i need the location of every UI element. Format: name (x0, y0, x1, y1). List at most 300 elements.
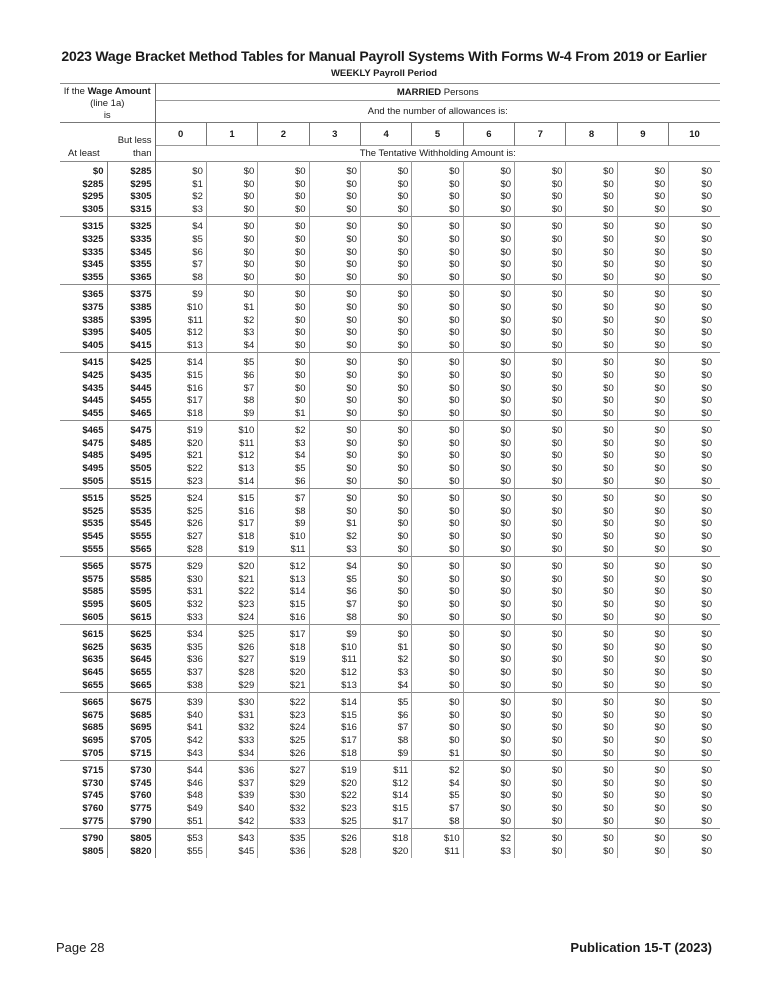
withholding-amount: $7 (309, 599, 360, 612)
withholding-amount: $2 (206, 315, 257, 328)
withholding-amount: $0 (463, 272, 514, 285)
wage-at-least: $525 (60, 506, 107, 519)
wage-at-least: $535 (60, 518, 107, 531)
withholding-amount: $0 (515, 353, 566, 370)
wage-but-less-than: $615 (107, 612, 155, 625)
wage-but-less-than: $685 (107, 710, 155, 723)
withholding-amount: $0 (463, 383, 514, 396)
wage-at-least: $425 (60, 370, 107, 383)
withholding-amount: $0 (515, 217, 566, 234)
withholding-amount: $32 (155, 599, 206, 612)
withholding-amount: $0 (701, 395, 712, 407)
withholding-amount: $40 (155, 710, 206, 723)
withholding-amount: $0 (206, 162, 257, 179)
withholding-amount: $0 (617, 531, 668, 544)
wage-at-least: $485 (60, 450, 107, 463)
table-row (60, 476, 720, 489)
wage-but-less-than: $775 (107, 803, 155, 816)
withholding-amount: $0 (701, 543, 712, 555)
withholding-amount: $43 (206, 829, 257, 846)
withholding-amount: $22 (258, 693, 309, 710)
withholding-amount: $0 (309, 476, 360, 489)
wage-but-less-than: $745 (107, 778, 155, 791)
withholding-amount: $0 (412, 204, 463, 217)
withholding-amount: $53 (155, 829, 206, 846)
withholding-amount: $0 (258, 315, 309, 328)
withholding-amount: $0 (463, 259, 514, 272)
withholding-amount: $0 (309, 489, 360, 506)
wage-at-least: $335 (60, 247, 107, 260)
withholding-amount: $0 (463, 247, 514, 260)
table-row (60, 642, 720, 655)
withholding-amount: $10 (258, 531, 309, 544)
withholding-amount: $0 (701, 845, 712, 857)
withholding-amount: $0 (617, 450, 668, 463)
withholding-amount: $0 (617, 370, 668, 383)
table-row (60, 217, 720, 234)
withholding-amount: $0 (701, 611, 712, 623)
table-row (60, 846, 720, 859)
withholding-amount: $0 (463, 816, 514, 829)
withholding-amount: $0 (360, 353, 411, 370)
withholding-amount: $0 (412, 327, 463, 340)
table-row (60, 586, 720, 599)
wage-at-least: $495 (60, 463, 107, 476)
withholding-amount: $8 (258, 506, 309, 519)
withholding-amount: $6 (258, 476, 309, 489)
withholding-amount: $0 (617, 463, 668, 476)
withholding-amount: $0 (412, 625, 463, 642)
withholding-amount: $0 (566, 693, 617, 710)
withholding-amount: $0 (515, 450, 566, 463)
withholding-amount: $0 (206, 179, 257, 192)
withholding-amount: $36 (206, 761, 257, 778)
withholding-amount: $0 (463, 557, 514, 574)
wage-but-less-than: $505 (107, 463, 155, 476)
withholding-amount: $17 (155, 395, 206, 408)
wage-at-least: $515 (60, 489, 107, 506)
wage-but-less-than: $435 (107, 370, 155, 383)
table-row (60, 463, 720, 476)
withholding-amount: $0 (701, 777, 712, 789)
withholding-amount: $19 (155, 421, 206, 438)
withholding-amount: $43 (155, 748, 206, 761)
withholding-amount: $0 (617, 710, 668, 723)
withholding-amount: $9 (309, 625, 360, 642)
withholding-amount: $17 (258, 625, 309, 642)
withholding-amount: $0 (515, 531, 566, 544)
withholding-amount: $0 (515, 557, 566, 574)
withholding-amount: $23 (309, 803, 360, 816)
withholding-amount: $0 (309, 395, 360, 408)
withholding-amount: $3 (309, 544, 360, 557)
withholding-amount: $0 (566, 544, 617, 557)
withholding-amount: $7 (258, 489, 309, 506)
withholding-amount: $0 (258, 353, 309, 370)
wage-but-less-than: $665 (107, 680, 155, 693)
publication-label: Publication 15-T (2023) (570, 940, 712, 955)
withholding-amount: $0 (701, 531, 712, 543)
but-less-than-label: than (107, 146, 155, 162)
withholding-amount: $10 (309, 642, 360, 655)
allowance-col-header: 2 (258, 123, 309, 146)
withholding-amount: $10 (412, 829, 463, 846)
wage-but-less-than: $790 (107, 816, 155, 829)
withholding-amount: $19 (206, 544, 257, 557)
withholding-amount: $0 (515, 846, 566, 859)
table-row (60, 395, 720, 408)
wage-but-less-than: $515 (107, 476, 155, 489)
wage-at-least: $645 (60, 667, 107, 680)
withholding-amount: $0 (669, 625, 720, 642)
withholding-amount: $0 (258, 340, 309, 353)
withholding-amount: $2 (258, 421, 309, 438)
wage-at-least: $565 (60, 557, 107, 574)
wage-but-less-than: $760 (107, 790, 155, 803)
wage-at-least: $455 (60, 408, 107, 421)
table-row (60, 408, 720, 421)
withholding-amount: $0 (360, 438, 411, 451)
withholding-amount: $0 (617, 654, 668, 667)
table-row (60, 612, 720, 625)
withholding-amount: $33 (155, 612, 206, 625)
withholding-amount: $35 (155, 642, 206, 655)
table-row (60, 557, 720, 574)
withholding-amount: $5 (155, 234, 206, 247)
wage-at-least: $760 (60, 803, 107, 816)
withholding-amount: $27 (258, 761, 309, 778)
withholding-amount: $0 (412, 247, 463, 260)
withholding-amount: $0 (360, 625, 411, 642)
withholding-amount: $0 (701, 233, 712, 245)
table-row (60, 625, 720, 642)
withholding-amount: $0 (360, 162, 411, 179)
withholding-amount: $0 (515, 803, 566, 816)
withholding-amount: $20 (360, 846, 411, 859)
withholding-amount: $18 (206, 531, 257, 544)
withholding-amount: $1 (206, 302, 257, 315)
withholding-amount: $0 (360, 315, 411, 328)
withholding-amount: $23 (155, 476, 206, 489)
withholding-amount: $0 (412, 722, 463, 735)
withholding-amount: $41 (155, 722, 206, 735)
withholding-amount: $0 (463, 421, 514, 438)
withholding-amount: $0 (412, 599, 463, 612)
withholding-amount: $0 (412, 408, 463, 421)
withholding-amount: $0 (701, 191, 712, 203)
table-row (60, 693, 720, 710)
withholding-amount: $0 (617, 408, 668, 421)
withholding-amount: $15 (360, 803, 411, 816)
withholding-amount: $29 (206, 680, 257, 693)
withholding-amount: $0 (360, 302, 411, 315)
withholding-amount: $0 (412, 353, 463, 370)
withholding-amount: $0 (701, 382, 712, 394)
withholding-amount: $0 (412, 693, 463, 710)
allowance-col-header: 7 (515, 123, 566, 146)
withholding-amount: $7 (360, 722, 411, 735)
withholding-amount: $26 (155, 518, 206, 531)
withholding-amount: $0 (701, 722, 712, 734)
withholding-amount: $0 (515, 340, 566, 353)
wage-at-least: $355 (60, 272, 107, 285)
withholding-amount: $0 (309, 179, 360, 192)
withholding-amount: $0 (360, 450, 411, 463)
wage-at-least: $605 (60, 612, 107, 625)
wage-at-least: $685 (60, 722, 107, 735)
withholding-amount: $5 (360, 693, 411, 710)
withholding-amount: $19 (258, 654, 309, 667)
withholding-amount: $0 (617, 735, 668, 748)
wage-at-least: $0 (60, 162, 107, 179)
table-row (60, 654, 720, 667)
withholding-amount: $0 (617, 259, 668, 272)
withholding-amount: $7 (412, 803, 463, 816)
withholding-amount: $0 (515, 327, 566, 340)
withholding-amount: $0 (309, 353, 360, 370)
withholding-amount: $8 (155, 272, 206, 285)
wage-at-least: $705 (60, 748, 107, 761)
withholding-amount: $0 (412, 710, 463, 723)
withholding-amount: $0 (566, 383, 617, 396)
withholding-amount: $0 (617, 285, 668, 302)
withholding-amount: $0 (515, 667, 566, 680)
withholding-amount: $1 (309, 518, 360, 531)
withholding-amount: $0 (617, 340, 668, 353)
allowances-header: And the number of allowances is: (367, 106, 508, 118)
withholding-amount: $0 (258, 204, 309, 217)
withholding-amount: $0 (309, 421, 360, 438)
withholding-amount: $0 (669, 353, 720, 370)
withholding-amount: $0 (566, 816, 617, 829)
withholding-amount: $4 (206, 340, 257, 353)
withholding-amount: $26 (206, 642, 257, 655)
withholding-amount: $0 (566, 463, 617, 476)
withholding-amount: $0 (566, 327, 617, 340)
wage-but-less-than: $555 (107, 531, 155, 544)
withholding-amount: $0 (309, 506, 360, 519)
withholding-amount: $30 (155, 574, 206, 587)
wage-but-less-than: $285 (107, 162, 155, 179)
allowance-col-header: 6 (463, 123, 514, 146)
withholding-amount: $0 (412, 642, 463, 655)
withholding-amount: $13 (155, 340, 206, 353)
withholding-amount: $0 (463, 438, 514, 451)
withholding-amount: $42 (206, 816, 257, 829)
withholding-amount: $0 (701, 599, 712, 610)
allowance-col-header: 3 (309, 123, 360, 146)
wage-but-less-than: $525 (107, 489, 155, 506)
wage-but-less-than: $315 (107, 204, 155, 217)
withholding-amount: $0 (566, 408, 617, 421)
withholding-amount: $0 (566, 761, 617, 778)
withholding-amount: $12 (360, 778, 411, 791)
withholding-amount: $20 (155, 438, 206, 451)
withholding-amount: $0 (463, 612, 514, 625)
withholding-amount: $0 (617, 247, 668, 260)
withholding-amount: $42 (155, 735, 206, 748)
withholding-amount: $0 (463, 489, 514, 506)
withholding-amount: $33 (206, 735, 257, 748)
withholding-amount: $2 (360, 654, 411, 667)
withholding-amount: $20 (206, 557, 257, 574)
withholding-amount: $8 (360, 735, 411, 748)
withholding-amount: $29 (155, 557, 206, 574)
withholding-amount: $5 (206, 353, 257, 370)
withholding-amount: $16 (206, 506, 257, 519)
withholding-amount: $15 (155, 370, 206, 383)
wage-at-least: $375 (60, 302, 107, 315)
withholding-amount: $0 (617, 586, 668, 599)
withholding-amount: $0 (669, 285, 720, 302)
withholding-amount: $0 (515, 816, 566, 829)
withholding-amount: $0 (515, 489, 566, 506)
wage-but-less-than: $465 (107, 408, 155, 421)
wage-at-least: $395 (60, 327, 107, 340)
withholding-amount: $0 (463, 315, 514, 328)
withholding-amount: $0 (701, 246, 712, 258)
withholding-amount: $0 (463, 302, 514, 315)
wage-at-least: $285 (60, 179, 107, 192)
withholding-amount: $0 (566, 247, 617, 260)
wage-but-less-than: $545 (107, 518, 155, 531)
withholding-amount: $0 (566, 625, 617, 642)
table-row (60, 353, 720, 370)
withholding-amount: $51 (155, 816, 206, 829)
withholding-amount: $0 (617, 816, 668, 829)
withholding-amount: $0 (617, 421, 668, 438)
page-number: Page 28 (56, 940, 105, 955)
withholding-amount: $20 (258, 667, 309, 680)
withholding-amount: $0 (669, 421, 720, 438)
withholding-amount: $0 (463, 790, 514, 803)
withholding-amount: $0 (515, 612, 566, 625)
table-row (60, 370, 720, 383)
withholding-amount: $0 (463, 179, 514, 192)
withholding-amount: $0 (463, 803, 514, 816)
withholding-amount: $0 (617, 204, 668, 217)
wage-at-least: $315 (60, 217, 107, 234)
withholding-amount: $13 (258, 574, 309, 587)
withholding-amount: $18 (155, 408, 206, 421)
wage-but-less-than: $605 (107, 599, 155, 612)
withholding-amount: $0 (463, 531, 514, 544)
allowance-col-header: 8 (566, 123, 617, 146)
wage-but-less-than: $625 (107, 625, 155, 642)
withholding-amount: $28 (206, 667, 257, 680)
withholding-amount: $0 (258, 383, 309, 396)
withholding-amount: $0 (566, 162, 617, 179)
withholding-amount: $0 (566, 234, 617, 247)
withholding-amount: $0 (412, 421, 463, 438)
withholding-amount: $0 (515, 680, 566, 693)
withholding-amount: $5 (309, 574, 360, 587)
withholding-amount: $0 (412, 574, 463, 587)
wage-at-least: $405 (60, 340, 107, 353)
withholding-amount: $0 (412, 302, 463, 315)
withholding-amount: $30 (206, 693, 257, 710)
table-row (60, 574, 720, 587)
withholding-amount: $9 (206, 408, 257, 421)
withholding-amount: $0 (463, 778, 514, 791)
withholding-amount: $0 (412, 191, 463, 204)
withholding-amount: $1 (412, 748, 463, 761)
withholding-amount: $0 (617, 234, 668, 247)
withholding-amount: $44 (155, 761, 206, 778)
withholding-amount: $6 (155, 247, 206, 260)
withholding-amount: $0 (258, 162, 309, 179)
page-title: 2023 Wage Bracket Method Tables for Manual Payroll Systems With Forms W-4 From 2019 or Earlier (61, 48, 707, 64)
wage-but-less-than: $335 (107, 234, 155, 247)
wage-but-less-than: $295 (107, 179, 155, 192)
withholding-amount: $0 (360, 586, 411, 599)
withholding-amount: $0 (566, 450, 617, 463)
withholding-amount: $0 (258, 370, 309, 383)
withholding-amount: $0 (463, 518, 514, 531)
withholding-amount: $0 (617, 353, 668, 370)
withholding-amount: $0 (463, 654, 514, 667)
withholding-amount: $0 (412, 489, 463, 506)
withholding-amount: $0 (412, 586, 463, 599)
withholding-amount: $15 (258, 599, 309, 612)
withholding-amount: $0 (360, 612, 411, 625)
withholding-amount: $0 (206, 234, 257, 247)
withholding-amount: $0 (566, 790, 617, 803)
table-row (60, 489, 720, 506)
wage-at-least: $805 (60, 846, 107, 859)
withholding-amount: $0 (617, 162, 668, 179)
wage-at-least: $575 (60, 574, 107, 587)
withholding-amount: $0 (258, 272, 309, 285)
withholding-amount: $8 (412, 816, 463, 829)
married-persons-header: MARRIED Persons (155, 84, 720, 101)
withholding-amount: $0 (309, 217, 360, 234)
withholding-amount: $0 (701, 518, 712, 530)
withholding-amount: $9 (258, 518, 309, 531)
withholding-amount: $0 (463, 450, 514, 463)
withholding-amount: $0 (463, 722, 514, 735)
withholding-amount: $24 (155, 489, 206, 506)
withholding-amount: $0 (617, 395, 668, 408)
withholding-amount: $27 (206, 654, 257, 667)
withholding-amount: $0 (463, 710, 514, 723)
withholding-amount: $0 (617, 506, 668, 519)
withholding-amount: $0 (515, 599, 566, 612)
withholding-amount: $0 (309, 315, 360, 328)
withholding-amount: $0 (617, 383, 668, 396)
withholding-amount: $0 (463, 574, 514, 587)
withholding-amount: $9 (155, 285, 206, 302)
withholding-amount: $0 (463, 327, 514, 340)
withholding-amount: $10 (155, 302, 206, 315)
withholding-amount: $0 (515, 829, 566, 846)
withholding-amount: $16 (155, 383, 206, 396)
withholding-amount: $0 (515, 370, 566, 383)
withholding-amount: $0 (701, 450, 712, 462)
withholding-amount: $0 (463, 162, 514, 179)
table-row (60, 667, 720, 680)
withholding-amount: $31 (155, 586, 206, 599)
withholding-amount: $0 (463, 748, 514, 761)
withholding-amount: $0 (701, 369, 712, 381)
withholding-amount: $0 (463, 463, 514, 476)
withholding-amount: $0 (617, 625, 668, 642)
withholding-amount: $0 (515, 259, 566, 272)
table-row (60, 829, 720, 846)
withholding-amount: $0 (515, 179, 566, 192)
withholding-amount: $0 (309, 191, 360, 204)
withholding-amount: $0 (360, 599, 411, 612)
